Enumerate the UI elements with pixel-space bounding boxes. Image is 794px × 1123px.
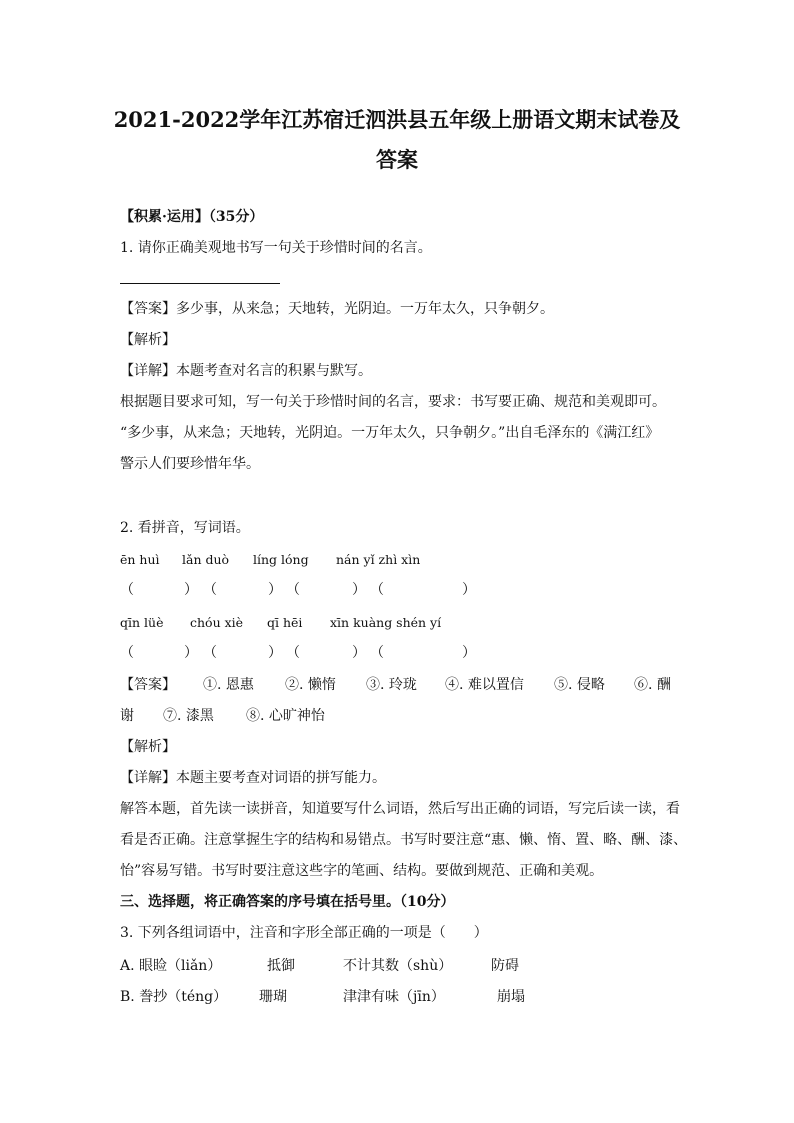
option-a-word-1: A. 眼睑（liǎn）	[120, 958, 222, 974]
option-b-word-1: B. 誊抄（téng）	[120, 989, 228, 1005]
option-b-word-4: 崩塌	[497, 989, 525, 1005]
paren-close: ）	[268, 645, 282, 661]
paren-close: ）	[184, 645, 198, 661]
pinyin-1: ēn huì	[120, 552, 160, 567]
paren-close: ）	[184, 582, 198, 598]
section-heading-accumulation: 【积累·运用】（35分）	[120, 209, 264, 225]
option-b-word-2: 珊瑚	[259, 989, 287, 1005]
q2-detail: 【详解】本题主要考查对词语的拼写能力。	[120, 770, 386, 786]
pinyin-4: nán yǐ zhì xìn	[336, 552, 421, 567]
q1-explain-1: 根据题目要求可知，写一句关于珍惜时间的名言，要求：书写要正确、规范和美观即可。	[120, 394, 666, 410]
q2-analysis-label: 【解析】	[120, 739, 176, 755]
section-heading-choice: 三、选择题，将正确答案的序号填在括号里。（10分）	[120, 894, 455, 910]
q1-answer: 【答案】多少事，从来急；天地转，光阴迫。一万年太久，只争朝夕。	[120, 301, 554, 317]
q2-explain-3: 怡”容易写错。书写时要注意这些字的笔画、结构。要做到规范、正确和美观。	[120, 863, 604, 879]
answer-blank-line	[120, 283, 280, 284]
q2-answer-1: ①. 恩惠	[203, 677, 254, 693]
pinyin-6: chóu xiè	[190, 615, 244, 630]
q1-explain-3: 警示人们要珍惜年华。	[120, 456, 260, 472]
q2-answer-6-continued: 谢	[120, 708, 134, 724]
q2-explain-1: 解答本题，首先读一读拼音，知道要写什么词语，然后写出正确的词语，写完后读一读，看	[120, 801, 680, 817]
q2-answer-2: ②. 懒惰	[285, 677, 336, 693]
question-2: 2. 看拼音，写词语。	[120, 520, 250, 536]
paren-open: （	[120, 645, 134, 661]
paren-open: （	[370, 645, 384, 661]
paren-open: （	[286, 645, 300, 661]
title-line-1: 2021-2022学年江苏宿迁泗洪县五年级上册语文期末试卷及	[113, 107, 681, 132]
q2-answer-5: ⑤. 侵略	[554, 677, 605, 693]
pinyin-7: qī hēi	[267, 615, 303, 630]
paren-open: （	[203, 645, 217, 661]
pinyin-8: xīn kuàng shén yí	[330, 615, 442, 630]
title-line-2: 答案	[376, 147, 418, 172]
q2-answer-6: ⑥. 酬	[634, 677, 671, 693]
q2-explain-2: 看是否正确。注意掌握生字的结构和易错点。书写时要注意“惠、懒、惰、置、略、酬、漆、	[120, 832, 688, 848]
question-1: 1. 请你正确美观地书写一句关于珍惜时间的名言。	[120, 240, 432, 256]
paren-close: ）	[352, 582, 366, 598]
paren-open: （	[203, 582, 217, 598]
q2-answer-4: ④. 难以置信	[445, 677, 524, 693]
paren-open: （	[286, 582, 300, 598]
option-a-word-4: 防碍	[491, 958, 519, 974]
q2-answer-7: ⑦. 漆黑	[163, 708, 214, 724]
page-title	[60, 100, 734, 180]
pinyin-2: lǎn duò	[182, 552, 230, 567]
q2-answer-label: 【答案】	[120, 677, 176, 693]
q2-answer-3: ③. 玲珑	[366, 677, 417, 693]
pinyin-3: líng lóng	[253, 552, 309, 567]
option-b-word-3: 津津有味（jīn）	[343, 989, 445, 1005]
q2-answer-8: ⑧. 心旷神怡	[246, 708, 325, 724]
pinyin-5: qīn lüè	[120, 615, 164, 630]
option-a-word-3: 不计其数（shù）	[343, 958, 453, 974]
q1-detail: 【详解】本题考查对名言的积累与默写。	[120, 363, 372, 379]
q1-explain-2: “多少事，从来急；天地转，光阴迫。一万年太久，只争朝夕。”出自毛泽东的《满江红》	[120, 425, 660, 441]
paren-close: ）	[352, 645, 366, 661]
question-3: 3. 下列各组词语中，注音和字形全部正确的一项是（ ）	[120, 925, 488, 941]
paren-close: ）	[462, 582, 476, 598]
paren-open: （	[120, 582, 134, 598]
q1-analysis-label: 【解析】	[120, 332, 176, 348]
option-a-word-2: 抵御	[267, 958, 295, 974]
paren-close: ）	[462, 645, 476, 661]
paren-open: （	[370, 582, 384, 598]
paren-close: ）	[268, 582, 282, 598]
